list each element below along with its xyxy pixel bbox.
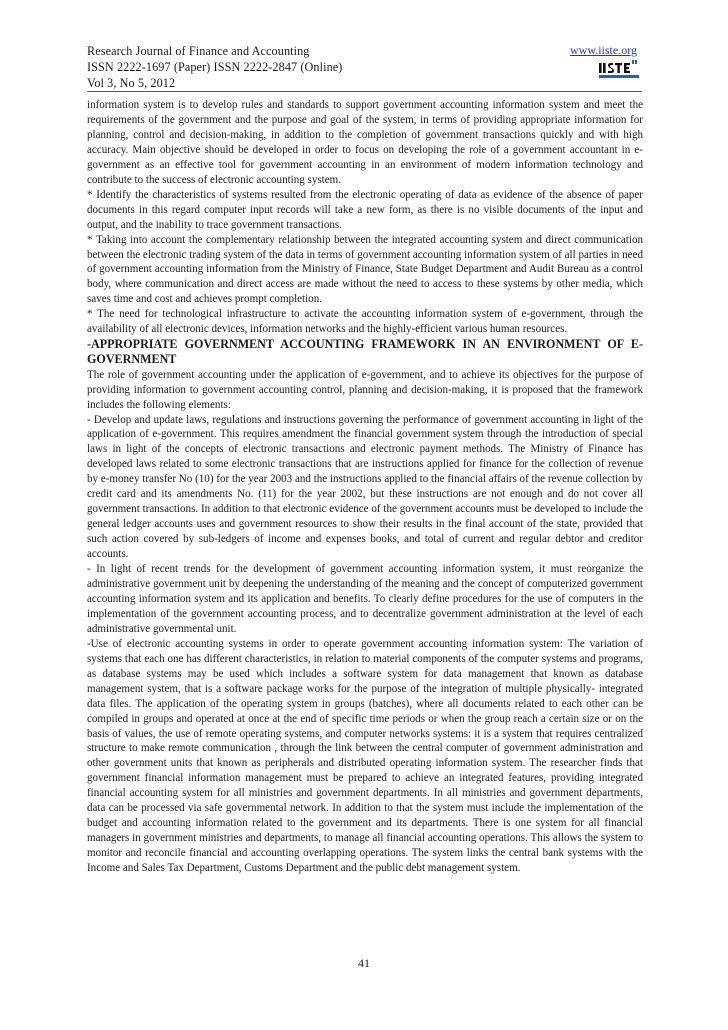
paragraph: - Develop and update laws, regulations and instructions governing the performance of government accounting in light of the application of e-government. This requires amendment the financial government system through the introduction of special laws in light of the concepts of electronic transactions and electronic payment methods. The Ministry of Finance has developed laws related to some electronic transactions that are instructions applied for finance for the collection of revenue by e-money transfer No (10) for the year 2003 and the instructions applied to the financial affairs of the revenue collection by credit card and its amendments No. (11) for the year 2002, but these instructions are not enough and do not cover all government transactions. In addition to that electronic evidence of the government accounts must be developed to include the general ledger accounts uses and government resources to show their results in the final account of the state, provided that such action covered by sub-ledgers of income and expenses books, and total of current and regular debtor and creditor accounts. — [87, 413, 643, 561]
website-link[interactable]: www.iiste.org — [570, 43, 637, 57]
page-number: 41 — [358, 956, 370, 970]
article-body — [87, 98, 643, 876]
paragraph: - In light of recent trends for the development of government accounting information system, it must reorganize the administrative government unit by deepening the understanding of the meaning and the concept of computerized government accounting information system and its application and benefits. To clearly define procedures for the use of computers in the implementation of the government accounting process, and to decentralize government administration at the level of each administrative governmental unit. — [87, 563, 643, 635]
paragraph: -Use of electronic accounting systems in order to operate government accounting information system: The variation of systems that each one has different characteristics, in relation to material components of the computer systems and programs, as database systems may be used which includes a software system for data management that known as database management system, that is a software package works for the purpose of the integration of multiple physically- integrated data files. The application of the operating system in groups (batches), where all documents related to each other can be compiled in groups and operated at once at the end of specific time periods or when the group reach a certain size or on the basis of values, the use of remote operating systems, and computer networks systems: it is a system that requires centralized structure to make remote communication , through the link between the central computer of government administration and other government units that known as peripherals and distributed operating information system. The researcher finds that government financial information management must be prepared to achieve an integrated features, providing integrated financial accounting system for all ministries and government departments. In all ministries and government departments, data can be processed via safe governmental network. In addition to that the system must include the implementation of the budget and accounting information related to the government and its departments. There is one system for all financial managers in government ministries and departments, to manage all financial accounting operations. This allows the system to monitor and reconcile financial and accounting overlapping operations. The system links the central bank systems with the Income and Sales Tax Department, Customs Department and the public debt management system. — [87, 637, 643, 875]
paragraph: The role of government accounting under the application of e-government, and to achieve its objectives for the purpose of providing information to government accounting control, planning and decision-making, it is proposed that the framework includes the following elements: — [87, 368, 643, 411]
paragraph: * Identify the characteristics of systems resulted from the electronic operating of data as evidence of the absence of paper documents in this regard computer input records will take a new form, as there is no visible documents of the input and output, and the inability to trace government transactions. — [87, 188, 643, 231]
issn-line: ISSN 2222-1697 (Paper) ISSN 2222-2847 (Online) — [87, 60, 343, 74]
volume-line: Vol 3, No 5, 2012 — [87, 76, 176, 90]
section-heading: -APPROPRIATE GOVERNMENT ACCOUNTING FRAMEWORK IN AN ENVIRONMENT OF E-GOVERNMENT — [87, 337, 643, 367]
paragraph: * The need for technological infrastructure to activate the accounting information system of e-government, through the availability of all electronic devices, information networks and the highly-efficient various human resources. — [87, 308, 643, 336]
paragraph: information system is to develop rules and standards to support government accounting information system and meet the requirements of the government and the purpose and goal of the system, in terms of providing appropriate information for planning, control and decision-making, in addition to the completion of government transactions quickly and with high accuracy. Main objective should be developed in order to focus on developing the role of a government accountant in e-government as an effective tool for government accounting in an environment of modern information technology and contribute to the success of electronic accounting system. — [87, 99, 643, 186]
header-divider — [87, 91, 642, 92]
paragraph: * Taking into account the complementary relationship between the integrated accounting system and direct communication between the electronic trading system of the data in terms of government accounting information system of all parties in need of government accounting information from the Ministry of Finance, State Budget Department and Audit Bureau as a control body, where communication and direct access are made without the need to access to these systems by other media, which saves time and cost and achieves prompt completion. — [87, 233, 643, 306]
iiste-logo — [597, 60, 641, 82]
journal-title: Research Journal of Finance and Accounting — [87, 44, 310, 58]
